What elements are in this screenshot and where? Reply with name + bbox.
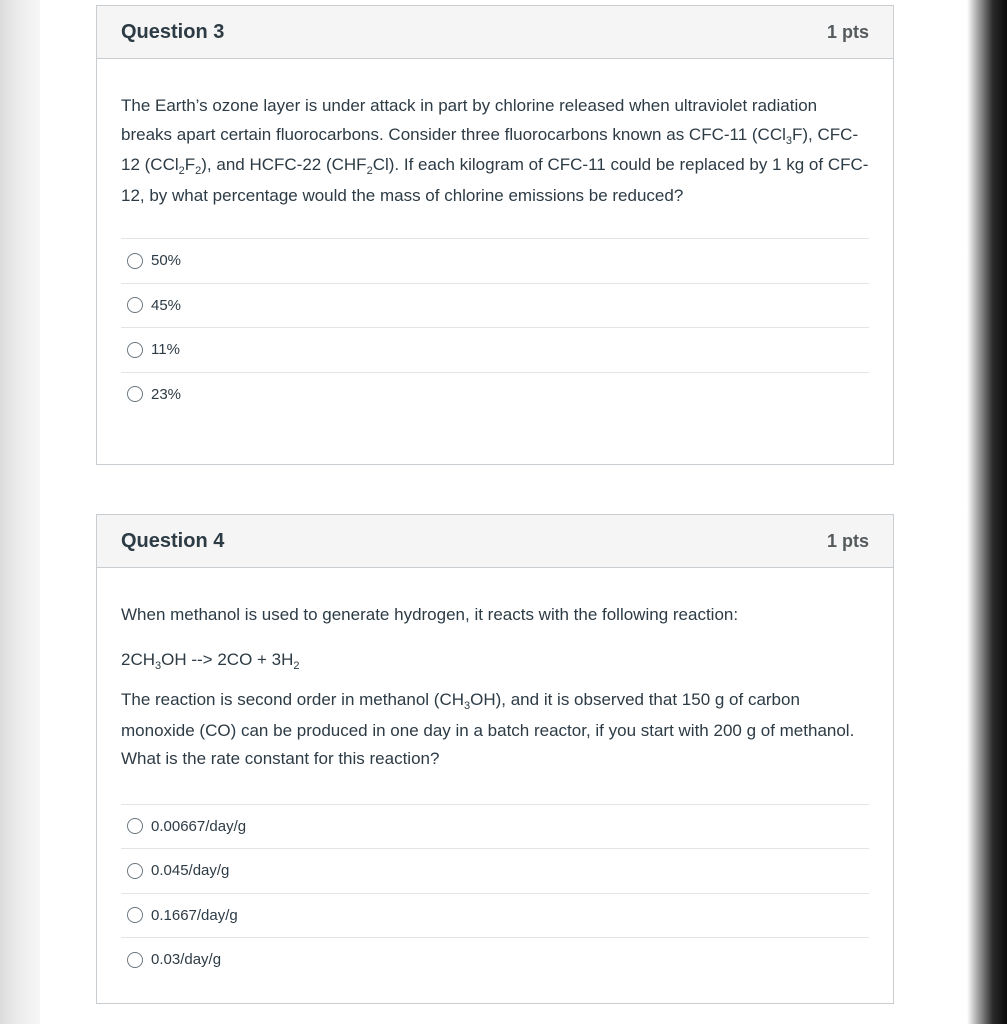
radio-button-icon[interactable] [127,253,143,269]
answer-list [121,238,869,416]
question-title: Question 3 [121,20,225,43]
question-3-card [96,5,894,465]
answer-label: 23% [151,385,182,403]
answer-label: 0.00667/day/g [151,817,247,835]
left-window-shadow [0,0,40,1024]
question-header [97,515,893,568]
answer-option[interactable] [121,283,869,328]
question-points: 1 pts [826,530,869,551]
question-header [97,6,893,59]
radio-button-icon[interactable] [127,342,143,358]
radio-button-icon[interactable] [127,818,143,834]
right-window-shadow [967,0,1007,1024]
answer-label: 0.03/day/g [151,951,222,969]
question-body [97,568,893,982]
answer-option[interactable] [121,848,869,893]
answer-label: 0.1667/day/g [151,906,238,924]
question-title: Question 4 [121,529,225,552]
radio-button-icon[interactable] [127,952,143,968]
answer-label: 45% [151,296,182,314]
answer-option[interactable] [121,327,869,372]
radio-button-icon[interactable] [127,386,143,402]
question-intro: When methanol is used to generate hydrogen, it reacts with the following reaction: [121,605,739,624]
radio-button-icon[interactable] [127,297,143,313]
question-4-card [96,514,894,1004]
answer-label: 11% [151,341,180,359]
radio-button-icon[interactable] [127,907,143,923]
quiz-page [40,0,967,1024]
answer-option[interactable] [121,893,869,938]
answer-label: 50% [151,252,182,270]
answer-label: 0.045/day/g [151,862,230,880]
answer-option[interactable] [121,804,869,849]
question-points: 1 pts [826,21,869,42]
answer-option[interactable] [121,372,869,417]
answer-option[interactable] [121,238,869,283]
question-text: The Earth’s ozone layer is under attack in part by chlorine released when ultraviolet radiation breaks apart certain fluorocarbons. Consider three fluorocarbons known as CFC-11 (CCl$_3$F), CFC-12 $(CCl_2F_2)$, and HCFC-22 $(CHF_2Cl)$. If each kilogram of CFC-11 could be replaced by 1 kg of CFC-12, by what percentage would the mass of chlorine emissions be reduced? [121,96,869,205]
radio-button-icon[interactable] [127,863,143,879]
reaction-equation: $2CH_3OH$ --> $2CO + 3H_2$ [121,649,300,672]
answer-option[interactable] [121,937,869,982]
question-body [97,59,893,416]
question-text: The reaction is second order in methanol $(CH_3OH)$, and it is observed that 150 g of carbon monoxide (CO) can be produced in one day in a batch reactor, if you start with 200 g of methanol. What is the rate constant for this reaction? [121,690,855,768]
answer-list [121,804,869,982]
